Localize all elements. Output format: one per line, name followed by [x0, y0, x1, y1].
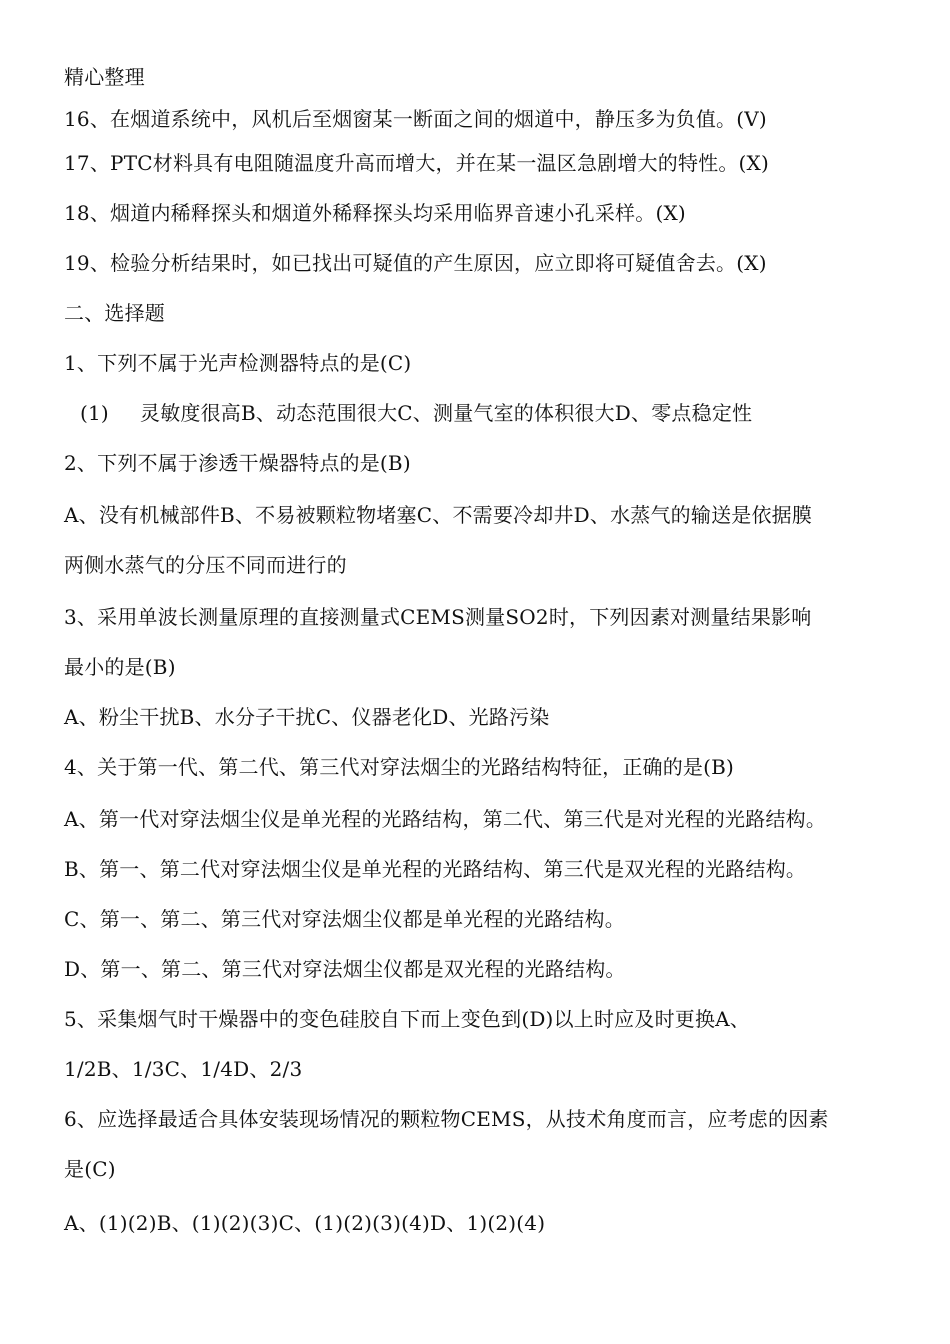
choice-question-3-stem-line2: 最小的是(B) — [64, 655, 176, 679]
judgement-question-16: 16、在烟道系统中，风机后至烟窗某一断面之间的烟道中，静压多为负值。(V) — [64, 107, 767, 131]
choice-question-6-stem-line1: 6、应选择最适合具体安装现场情况的颗粒物CEMS，从技术角度而言，应考虑的因素 — [64, 1107, 829, 1131]
choice-question-4-option-a: A、第一代对穿法烟尘仪是单光程的光路结构，第二代、第三代是对光程的光路结构。 — [64, 807, 827, 831]
choice-question-2-options-line1: A、没有机械部件B、不易被颗粒物堵塞C、不需要冷却井D、水蒸气的输送是依据膜 — [64, 503, 813, 527]
choice-question-2-stem: 2、下列不属于渗透干燥器特点的是(B) — [64, 451, 411, 475]
page-header: 精心整理 — [64, 65, 145, 89]
choice-question-5-options: 1/2B、1/3C、1/4D、2/3 — [64, 1057, 303, 1081]
choice-question-3-options: A、粉尘干扰B、水分子干扰C、仪器老化D、光路污染 — [64, 705, 550, 729]
choice-question-6-options: A、(1)(2)B、(1)(2)(3)C、(1)(2)(3)(4)D、1)(2)(4) — [64, 1211, 546, 1235]
choice-question-2-options-line2: 两侧水蒸气的分压不同而进行的 — [64, 553, 347, 577]
choice-question-3-stem-line1: 3、采用单波长测量原理的直接测量式CEMS测量SO2时，下列因素对测量结果影响 — [64, 605, 812, 629]
option-text: 灵敏度很高B、动态范围很大C、测量气室的体积很大D、零点稳定性 — [140, 401, 753, 425]
choice-question-1-options — [80, 400, 752, 426]
choice-question-6-stem-line2: 是(C) — [64, 1157, 116, 1181]
choice-question-5-stem: 5、采集烟气时干燥器中的变色硅胶自下而上变色到(D)以上时应及时更换A、 — [64, 1007, 751, 1031]
judgement-question-18: 18、烟道内稀释探头和烟道外稀释探头均采用临界音速小孔采样。(X) — [64, 201, 686, 225]
choice-question-4-option-d: D、第一、第二、第三代对穿法烟尘仪都是双光程的光路结构。 — [64, 957, 626, 981]
section-title: 二、选择题 — [64, 301, 165, 325]
judgement-question-19: 19、检验分析结果时，如已找出可疑值的产生原因，应立即将可疑值舍去。(X) — [64, 251, 767, 275]
choice-question-1-stem: 1、下列不属于光声检测器特点的是(C) — [64, 351, 412, 375]
option-number: (1) — [80, 401, 109, 425]
choice-question-4-stem: 4、关于第一代、第二代、第三代对穿法烟尘的光路结构特征，正确的是(B) — [64, 755, 735, 779]
choice-question-4-option-c: C、第一、第二、第三代对穿法烟尘仪都是单光程的光路结构。 — [64, 907, 625, 931]
choice-question-4-option-b: B、第一、第二代对穿法烟尘仪是单光程的光路结构、第三代是双光程的光路结构。 — [64, 857, 807, 881]
judgement-question-17: 17、PTC材料具有电阻随温度升高而增大，并在某一温区急剧增大的特性。(X) — [64, 151, 769, 175]
